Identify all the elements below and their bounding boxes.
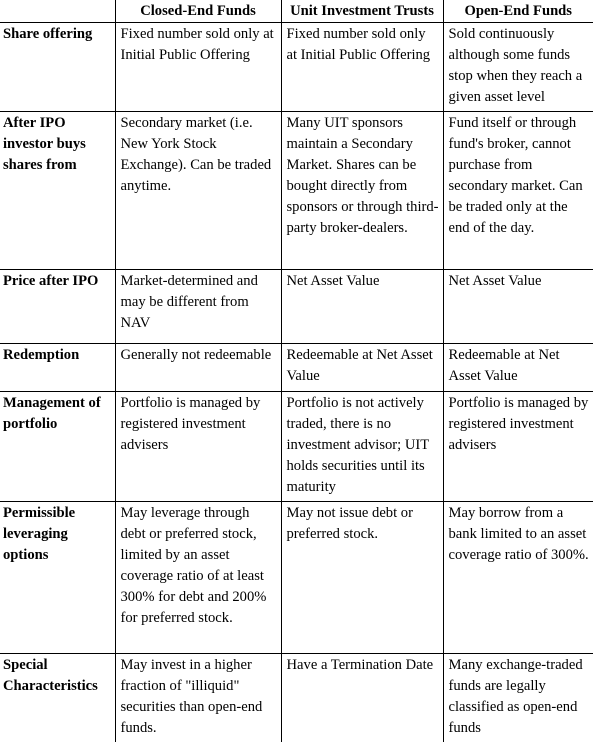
closed-end-cell: Portfolio is managed by registered investment advisers <box>115 392 281 502</box>
open-end-cell: Portfolio is managed by registered investment advisers <box>443 392 593 502</box>
closed-end-cell: May invest in a higher fraction of "illiquid" securities than open-end funds. <box>115 654 281 742</box>
open-end-cell: Sold continuously although some funds stop when they reach a given asset level <box>443 23 593 112</box>
row-label: Special Characteristics <box>0 654 115 742</box>
uit-cell: Net Asset Value <box>281 270 443 344</box>
uit-cell: Have a Termination Date <box>281 654 443 742</box>
row-label: Permissible leveraging options <box>0 502 115 654</box>
open-end-cell: Many exchange-traded funds are legally classified as open-end funds <box>443 654 593 742</box>
row-label: After IPO investor buys shares from <box>0 112 115 270</box>
uit-cell: Many UIT sponsors maintain a Secondary Market. Shares can be bought directly from sponsors or through third-party broker-dealers. <box>281 112 443 270</box>
open-end-cell: Net Asset Value <box>443 270 593 344</box>
table-row <box>0 502 593 654</box>
row-label: Price after IPO <box>0 270 115 344</box>
uit-cell: Portfolio is not actively traded, there is no investment advisor; UIT holds securities until its maturity <box>281 392 443 502</box>
uit-cell: May not issue debt or preferred stock. <box>281 502 443 654</box>
table-row <box>0 654 593 742</box>
closed-end-cell: May leverage through debt or preferred stock, limited by an asset coverage ratio of at least 300% for debt and 200% for preferred stock. <box>115 502 281 654</box>
table-row <box>0 344 593 392</box>
open-end-cell: May borrow from a bank limited to an asset coverage ratio of 300%. <box>443 502 593 654</box>
closed-end-cell: Fixed number sold only at Initial Public Offering <box>115 23 281 112</box>
uit-cell: Redeemable at Net Asset Value <box>281 344 443 392</box>
table-row <box>0 23 593 112</box>
closed-end-cell: Generally not redeemable <box>115 344 281 392</box>
uit-cell: Fixed number sold only at Initial Public Offering <box>281 23 443 112</box>
closed-end-cell: Market-determined and may be different from NAV <box>115 270 281 344</box>
header-open-end-funds: Open-End Funds <box>443 0 593 23</box>
table-row <box>0 392 593 502</box>
closed-end-cell: Secondary market (i.e. New York Stock Exchange). Can be traded anytime. <box>115 112 281 270</box>
table-row <box>0 270 593 344</box>
open-end-cell: Redeemable at Net Asset Value <box>443 344 593 392</box>
row-label: Redemption <box>0 344 115 392</box>
header-unit-investment-trusts: Unit Investment Trusts <box>281 0 443 23</box>
row-label: Management of portfolio <box>0 392 115 502</box>
open-end-cell: Fund itself or through fund's broker, cannot purchase from secondary market. Can be traded only at the end of the day. <box>443 112 593 270</box>
row-label: Share offering <box>0 23 115 112</box>
header-cell-blank <box>0 0 115 23</box>
table-row <box>0 112 593 270</box>
header-closed-end-funds: Closed-End Funds <box>115 0 281 23</box>
header-row <box>0 0 593 23</box>
